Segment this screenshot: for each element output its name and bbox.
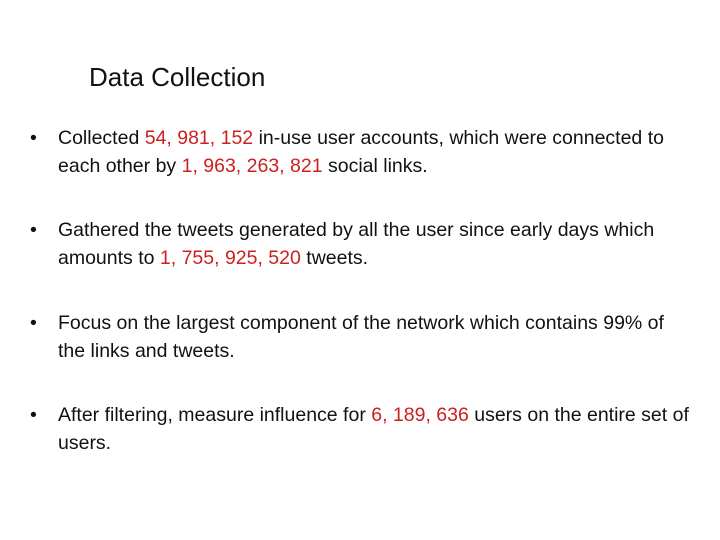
bullet-text xyxy=(58,127,664,177)
text-segment: After filtering, measure influence for xyxy=(58,404,372,426)
bullet-text xyxy=(58,312,664,362)
text-segment: social links. xyxy=(322,155,428,177)
highlight-number-accounts: 54, 981, 152 xyxy=(144,127,254,149)
slide-title: Data Collection xyxy=(89,62,266,92)
bullet-dot-icon: • xyxy=(30,127,37,149)
text-segment: users on the entire set of users. xyxy=(58,404,689,454)
text-segment: Gathered the tweets generated by all the user since early days which amounts to xyxy=(58,219,655,269)
highlight-number-links: 1, 963, 263, 821 xyxy=(181,155,323,177)
text-segment: Collected xyxy=(58,127,145,149)
bullet-text xyxy=(58,404,689,454)
text-segment: tweets. xyxy=(300,247,369,269)
bullet-item-after-filtering xyxy=(30,401,690,457)
text-segment: Focus on the largest component of the network which contains 99% of the links and tweets. xyxy=(58,312,664,362)
highlight-number-tweets: 1, 755, 925, 520 xyxy=(159,247,301,269)
bullet-dot-icon: • xyxy=(30,312,37,334)
bullet-text xyxy=(58,219,654,269)
bullet-item-collected-accounts xyxy=(30,124,690,180)
text-segment: in-use user accounts, which were connected to each other by xyxy=(58,127,664,177)
bullet-item-largest-component xyxy=(30,309,690,365)
highlight-number-users: 6, 189, 636 xyxy=(371,404,469,426)
bullet-item-gathered-tweets xyxy=(30,216,690,272)
bullet-dot-icon: • xyxy=(30,219,37,241)
bullet-dot-icon: • xyxy=(30,404,37,426)
bullet-list xyxy=(30,124,690,493)
